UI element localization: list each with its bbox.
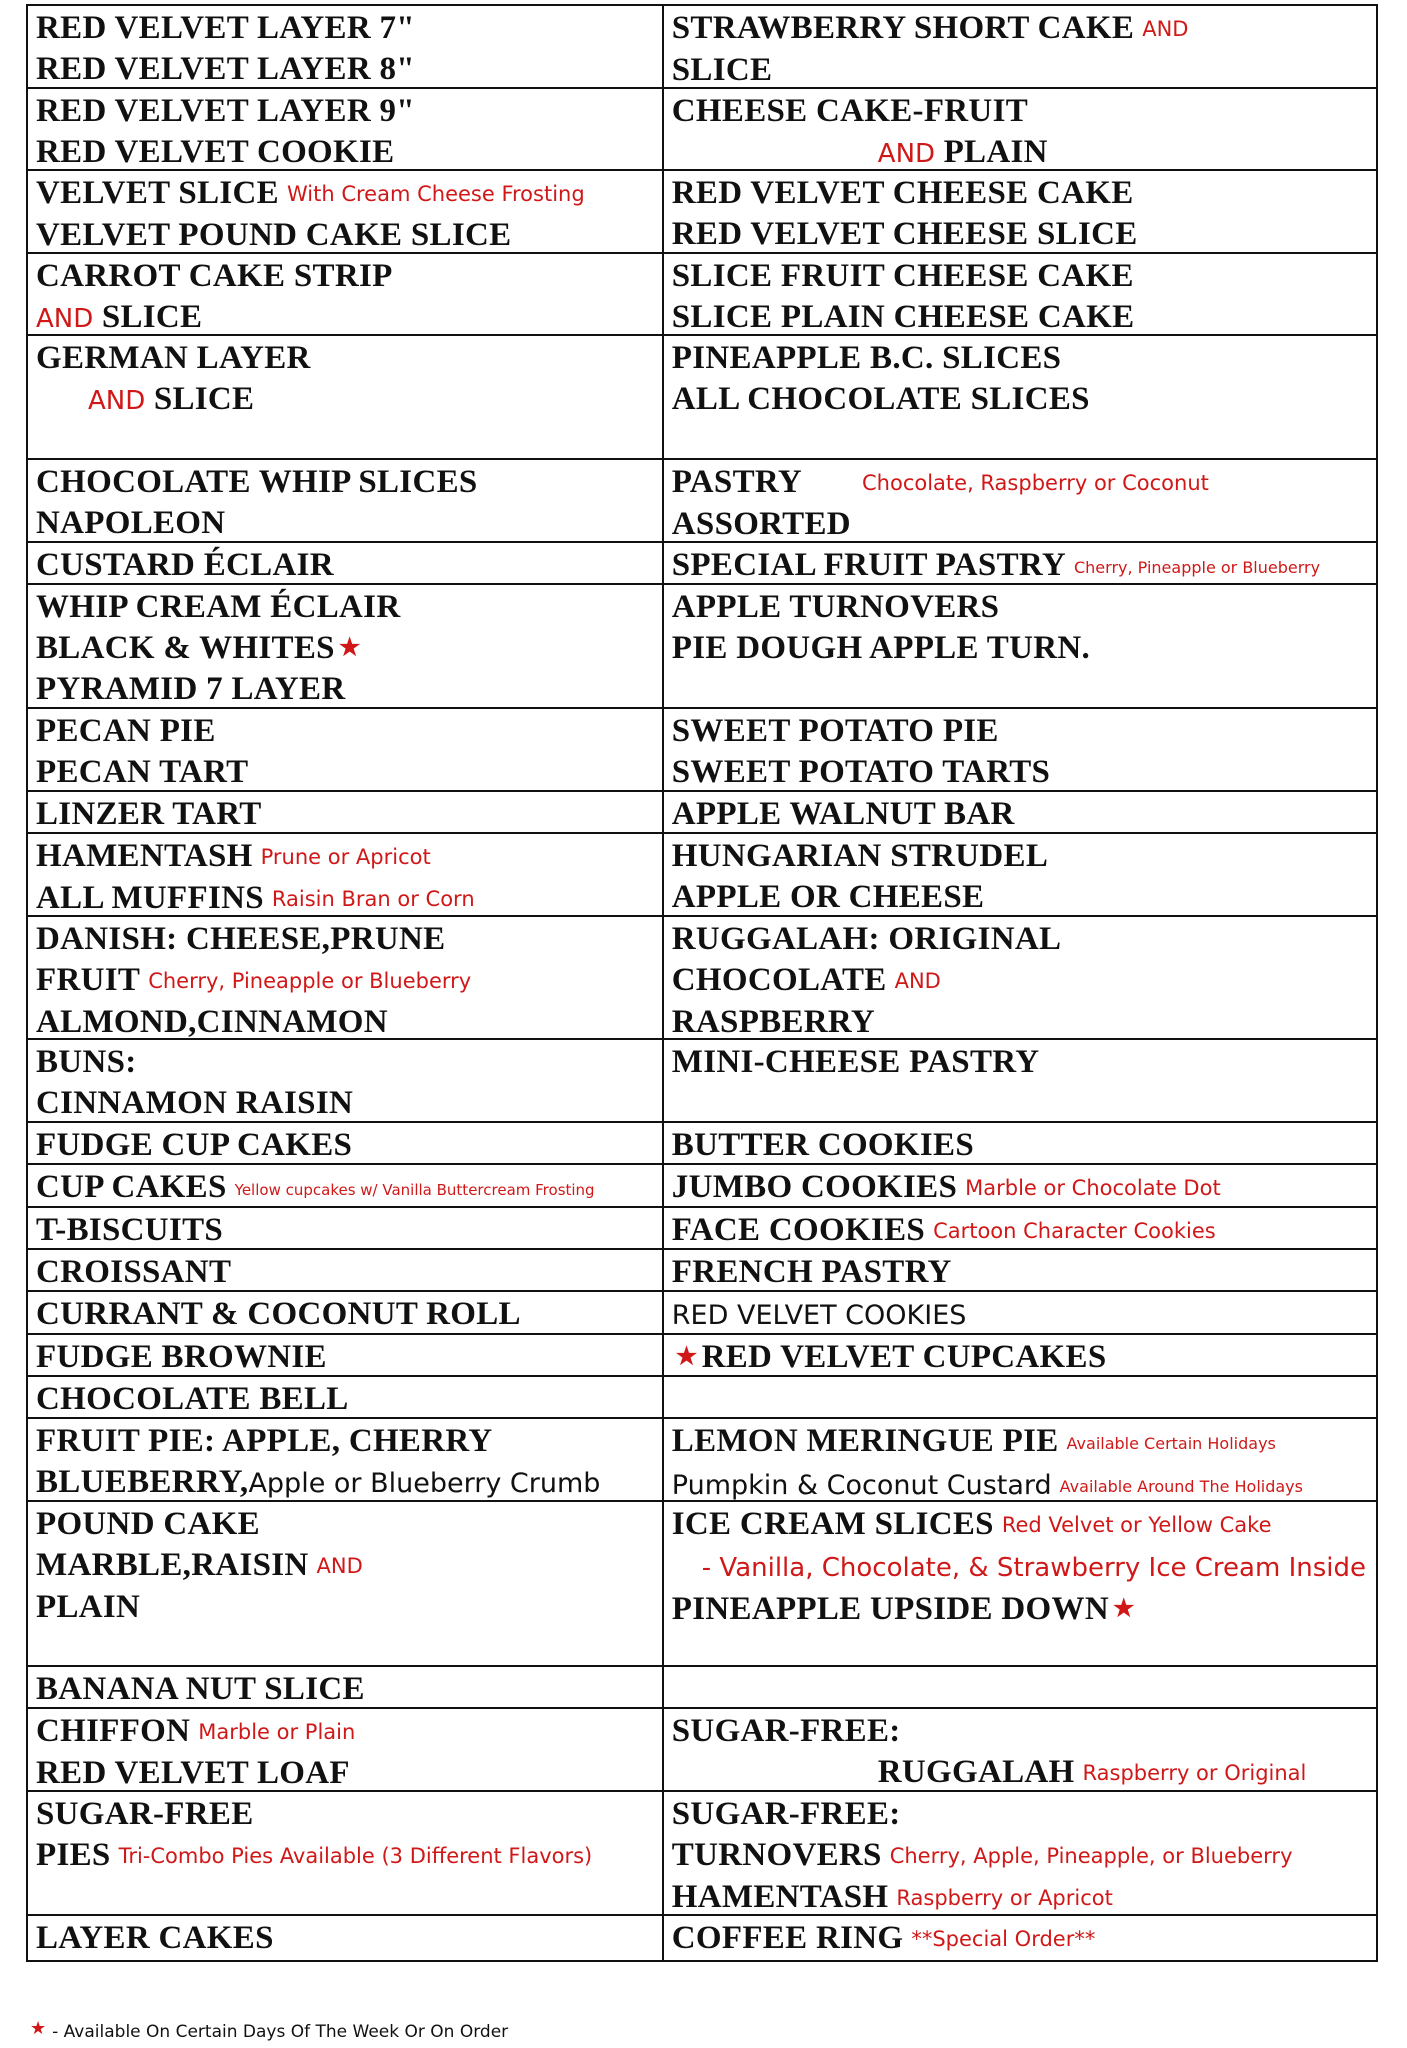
menu-item-name: ALL MUFFINS bbox=[36, 879, 264, 916]
menu-line bbox=[36, 215, 652, 254]
star-icon: ★ bbox=[1112, 1595, 1135, 1622]
menu-cell bbox=[28, 460, 662, 543]
menu-line bbox=[36, 1794, 652, 1835]
menu-item-name: NAPOLEON bbox=[36, 505, 226, 542]
item-note: Marble or Chocolate Dot bbox=[965, 1176, 1221, 1201]
menu-line bbox=[36, 256, 652, 297]
item-note: - Vanilla, Chocolate, & Strawberry Ice Cream Inside bbox=[701, 1552, 1366, 1583]
menu-line bbox=[672, 1711, 1366, 1752]
menu-cell bbox=[28, 709, 662, 792]
menu-cell bbox=[28, 1792, 662, 1916]
connector-note: AND bbox=[36, 303, 94, 334]
menu-line bbox=[672, 173, 1366, 214]
menu-item-name: WHIP CREAM ÉCLAIR bbox=[36, 589, 401, 626]
star-icon: ★ bbox=[675, 1343, 698, 1370]
menu-line bbox=[36, 1669, 652, 1709]
menu-item-name: SUGAR-FREE: bbox=[671, 1713, 901, 1750]
menu-cell bbox=[28, 1208, 662, 1250]
item-note: Red Velvet or Yellow Cake bbox=[1001, 1512, 1272, 1537]
menu-item-name: FRENCH PASTRY bbox=[671, 1253, 952, 1290]
menu-item-name: PIES bbox=[36, 1836, 111, 1873]
item-note: Tri-Combo Pies Available (3 Different Flavors) bbox=[118, 1843, 593, 1868]
menu-line bbox=[672, 504, 1366, 543]
menu-line bbox=[36, 1002, 652, 1041]
menu-line bbox=[36, 1753, 652, 1792]
menu-line bbox=[36, 960, 652, 1002]
menu-item-name: BLACK & WHITES bbox=[36, 630, 335, 667]
menu-item-name: CHOCOLATE WHIP SLICES bbox=[36, 464, 478, 501]
item-note: Chocolate, Raspberry or Coconut bbox=[862, 471, 1209, 496]
menu-cell bbox=[664, 1709, 1376, 1792]
item-note: AND bbox=[1142, 17, 1189, 41]
menu-line bbox=[672, 711, 1366, 752]
menu-item-name: SLICE bbox=[671, 52, 773, 88]
menu-cell bbox=[664, 1792, 1376, 1916]
menu-cell bbox=[28, 171, 662, 254]
menu-item-name: LAYER CAKES bbox=[36, 1919, 274, 1956]
menu-cell bbox=[28, 1419, 662, 1502]
menu-line bbox=[36, 1379, 652, 1419]
menu-item-name: GERMAN LAYER bbox=[36, 340, 311, 377]
connector-note: AND bbox=[877, 138, 936, 169]
menu-line bbox=[36, 91, 652, 132]
item-note: Prune or Apricot bbox=[260, 844, 431, 869]
menu-item-name: RED VELVET LOAF bbox=[36, 1755, 350, 1792]
menu-line bbox=[36, 462, 652, 503]
menu-item-name: ALL CHOCOLATE SLICES bbox=[671, 381, 1090, 418]
menu-item-name: HUNGARIAN STRUDEL bbox=[671, 837, 1049, 874]
menu-item-name: FRUIT bbox=[36, 961, 141, 998]
menu-item-name: PECAN PIE bbox=[36, 713, 216, 749]
menu-line bbox=[36, 1711, 652, 1753]
menu-line bbox=[672, 8, 1366, 50]
menu-cell bbox=[28, 585, 662, 709]
menu-line bbox=[36, 1252, 652, 1292]
menu-item-name: PIE DOUGH APPLE TURN. bbox=[671, 630, 1091, 667]
menu-item-name: PINEAPPLE B.C. SLICES bbox=[671, 340, 1062, 377]
menu-cell bbox=[664, 6, 1376, 89]
menu-item-name: MINI-CHEESE PASTRY bbox=[671, 1044, 1040, 1081]
menu-item-name: APPLE TURNOVERS bbox=[671, 589, 1000, 626]
menu-line bbox=[36, 379, 652, 422]
menu-item-name: MARBLE,RAISIN bbox=[36, 1546, 309, 1583]
menu-line bbox=[36, 794, 652, 834]
menu-item-name: CHEESE CAKE-FRUIT bbox=[671, 92, 1029, 129]
menu-item-name: VELVET POUND CAKE SLICE bbox=[36, 217, 512, 254]
menu-item-name: PLAIN bbox=[935, 133, 1048, 170]
menu-cell bbox=[28, 543, 662, 585]
item-note: Cartoon Character Cookies bbox=[933, 1218, 1216, 1243]
star-icon: ★ bbox=[30, 2018, 47, 2039]
menu-line bbox=[672, 256, 1366, 297]
menu-line bbox=[672, 1042, 1366, 1083]
menu-line bbox=[36, 297, 652, 337]
menu-line bbox=[36, 1167, 652, 1207]
item-note: Cherry, Pineapple or Blueberry bbox=[148, 968, 472, 993]
menu-item-name: COFFEE RING bbox=[671, 1919, 904, 1956]
menu-item-name: CROISSANT bbox=[36, 1253, 232, 1290]
item-note: Raisin Bran or Corn bbox=[271, 886, 475, 911]
menu-cell bbox=[28, 1292, 662, 1334]
menu-item-name: PLAIN bbox=[36, 1588, 141, 1625]
menu-line bbox=[36, 1210, 652, 1250]
star-icon: ★ bbox=[338, 635, 361, 662]
item-note: Cherry, Pineapple or Blueberry bbox=[1073, 557, 1321, 577]
menu-line bbox=[36, 173, 652, 215]
menu-line bbox=[672, 1337, 1366, 1377]
menu-line bbox=[36, 752, 652, 792]
menu-item-name: HAMENTASH bbox=[36, 837, 253, 874]
menu-item-name: SUGAR-FREE: bbox=[671, 1795, 901, 1832]
menu-line bbox=[36, 503, 652, 543]
menu-cell bbox=[664, 917, 1376, 1041]
menu-item-name: BUNS: bbox=[36, 1044, 137, 1081]
menu-item-name: ICE CREAM SLICES bbox=[671, 1505, 994, 1542]
menu-cell bbox=[28, 917, 662, 1041]
menu-item-name: CURRANT & COCONUT ROLL bbox=[36, 1296, 521, 1333]
item-note: AND bbox=[894, 968, 941, 993]
handwritten-item: RED VELVET COOKIES bbox=[671, 1300, 967, 1332]
menu-line bbox=[672, 960, 1366, 1002]
menu-item-name: PASTRY bbox=[671, 464, 802, 501]
menu-line bbox=[672, 1504, 1366, 1546]
menu-table bbox=[26, 4, 1378, 1962]
item-note: Raspberry or Original bbox=[1082, 1761, 1307, 1786]
menu-cell bbox=[664, 709, 1376, 792]
menu-cell bbox=[664, 336, 1376, 460]
menu-cell bbox=[664, 171, 1376, 254]
menu-line bbox=[36, 711, 652, 752]
menu-item-name: FUDGE CUP CAKES bbox=[36, 1126, 353, 1163]
menu-line bbox=[36, 919, 652, 960]
menu-line bbox=[672, 919, 1366, 960]
menu-line bbox=[36, 49, 652, 89]
menu-line bbox=[36, 836, 652, 878]
menu-cell bbox=[28, 1377, 662, 1419]
menu-item-name: CHOCOLATE bbox=[671, 961, 887, 998]
menu-item-name: RED VELVET LAYER 7" bbox=[36, 10, 415, 46]
handwritten-item: Pumpkin & Coconut Custard bbox=[671, 1470, 1052, 1502]
menu-cell bbox=[664, 834, 1376, 917]
menu-line bbox=[672, 338, 1366, 379]
menu-line bbox=[36, 1042, 652, 1083]
menu-item-name: CUSTARD ÉCLAIR bbox=[36, 546, 334, 583]
menu-column-right bbox=[664, 6, 1376, 1960]
menu-line bbox=[672, 1877, 1366, 1916]
menu-cell bbox=[664, 1377, 1376, 1419]
menu-item-name: CHIFFON bbox=[36, 1713, 191, 1750]
menu-item-name: CINNAMON RAISIN bbox=[36, 1085, 354, 1122]
menu-item-name: HAMENTASH bbox=[671, 1878, 889, 1915]
menu-item-name: POUND CAKE bbox=[36, 1505, 260, 1542]
menu-line bbox=[672, 1918, 1366, 1960]
menu-item-name: SWEET POTATO PIE bbox=[671, 713, 999, 749]
menu-line bbox=[36, 1462, 652, 1502]
menu-item-name: RED VELVET LAYER 9" bbox=[36, 92, 415, 129]
menu-line bbox=[36, 628, 652, 669]
menu-item-name: SLICE PLAIN CHEESE CAKE bbox=[671, 298, 1135, 335]
menu-line bbox=[672, 877, 1366, 917]
menu-item-name: RED VELVET CHEESE CAKE bbox=[671, 175, 1134, 212]
menu-line bbox=[672, 1167, 1366, 1207]
menu-item-name: FACE COOKIES bbox=[671, 1211, 926, 1248]
menu-cell bbox=[664, 1208, 1376, 1250]
menu-item-name: RUGGALAH bbox=[877, 1754, 1075, 1791]
menu-line bbox=[672, 1294, 1366, 1334]
menu-line bbox=[36, 878, 652, 917]
menu-line bbox=[672, 836, 1366, 877]
item-note: Cherry, Apple, Pineapple, or Blueberry bbox=[889, 1843, 1293, 1868]
menu-line bbox=[672, 628, 1366, 669]
menu-item-name: RED VELVET CHEESE SLICE bbox=[671, 216, 1138, 253]
menu-cell bbox=[28, 89, 662, 172]
menu-line bbox=[36, 1421, 652, 1462]
footnote-text: - Available On Certain Days Of The Week Or On Order bbox=[52, 2022, 509, 2042]
menu-item-name: RED VELVET LAYER 8" bbox=[36, 51, 415, 87]
menu-item-name: SPECIAL FRUIT PASTRY bbox=[671, 546, 1066, 583]
menu-line bbox=[36, 1083, 652, 1123]
menu-item-name: T-BISCUITS bbox=[36, 1211, 224, 1248]
menu-item-name: DANISH: CHEESE,PRUNE bbox=[36, 920, 446, 957]
menu-item-name: RUGGALAH: ORIGINAL bbox=[671, 920, 1062, 957]
menu-item-name: CUP CAKES bbox=[36, 1169, 227, 1206]
item-note: Marble or Plain bbox=[198, 1720, 356, 1745]
menu-cell bbox=[664, 1040, 1376, 1123]
menu-cell bbox=[664, 1667, 1376, 1709]
menu-item-name: BANANA NUT SLICE bbox=[36, 1670, 365, 1707]
menu-line bbox=[36, 669, 652, 709]
menu-item-name: ALMOND,CINNAMON bbox=[36, 1003, 388, 1040]
menu-line bbox=[36, 545, 652, 585]
menu-item-name: FUDGE BROWNIE bbox=[36, 1338, 327, 1375]
menu-item-name: BUTTER COOKIES bbox=[671, 1126, 974, 1163]
menu-cell bbox=[28, 1165, 662, 1207]
menu-line bbox=[36, 338, 652, 379]
menu-item-name: TURNOVERS bbox=[671, 1836, 882, 1873]
menu-line bbox=[672, 1421, 1366, 1464]
menu-line bbox=[672, 1125, 1366, 1165]
item-note: Yellow cupcakes w/ Vanilla Buttercream Frosting bbox=[234, 1181, 595, 1200]
menu-cell bbox=[664, 1165, 1376, 1207]
menu-item-name: ASSORTED bbox=[671, 506, 851, 543]
item-note: **Special Order** bbox=[911, 1926, 1096, 1951]
menu-line bbox=[672, 462, 1366, 504]
menu-item-name: SLICE bbox=[93, 298, 203, 335]
menu-item-name: VELVET SLICE bbox=[36, 175, 279, 212]
menu-item-name: RASPBERRY bbox=[671, 1003, 876, 1040]
item-note: AND bbox=[316, 1553, 363, 1578]
connector-note: AND bbox=[88, 386, 146, 417]
menu-line bbox=[36, 1835, 652, 1877]
menu-cell bbox=[664, 792, 1376, 834]
menu-line bbox=[672, 1794, 1366, 1835]
menu-line bbox=[672, 1835, 1366, 1877]
menu-item-name: PINEAPPLE UPSIDE DOWN bbox=[671, 1590, 1109, 1627]
menu-line bbox=[672, 545, 1366, 585]
menu-line bbox=[672, 379, 1366, 420]
menu-cell bbox=[664, 1292, 1376, 1334]
menu-cell bbox=[28, 1502, 662, 1667]
menu-cell bbox=[664, 1916, 1376, 1960]
menu-line bbox=[36, 1125, 652, 1165]
menu-item-name: SUGAR-FREE bbox=[36, 1795, 254, 1832]
menu-item-name: LINZER TART bbox=[36, 795, 262, 832]
menu-column-left bbox=[28, 6, 664, 1960]
menu-cell bbox=[664, 585, 1376, 709]
menu-cell bbox=[28, 6, 662, 89]
menu-cell bbox=[28, 1123, 662, 1165]
menu-cell bbox=[28, 1667, 662, 1709]
menu-cell bbox=[28, 1250, 662, 1292]
menu-item-name: SLICE FRUIT CHEESE CAKE bbox=[671, 257, 1134, 294]
menu-cell bbox=[28, 1040, 662, 1123]
menu-item-name: BLUEBERRY, bbox=[36, 1464, 249, 1501]
menu-line bbox=[36, 1918, 652, 1959]
menu-item-name: PECAN TART bbox=[36, 754, 249, 790]
item-note: Available Around The Holidays bbox=[1059, 1477, 1303, 1497]
footnote bbox=[30, 2018, 508, 2042]
menu-line bbox=[672, 91, 1366, 132]
menu-item-name: RED VELVET CUPCAKES bbox=[701, 1338, 1107, 1375]
item-note: Available Certain Holidays bbox=[1066, 1434, 1276, 1454]
menu-line bbox=[672, 794, 1366, 834]
menu-line bbox=[672, 1752, 1366, 1792]
menu-cell bbox=[664, 89, 1376, 172]
menu-cell bbox=[664, 254, 1376, 337]
menu-line bbox=[672, 214, 1366, 254]
menu-cell bbox=[664, 460, 1376, 543]
menu-line bbox=[672, 752, 1366, 792]
menu-cell bbox=[664, 1502, 1376, 1667]
menu-item-name: JUMBO COOKIES bbox=[671, 1169, 958, 1206]
menu-cell bbox=[28, 254, 662, 337]
item-note: Raspberry or Apricot bbox=[896, 1885, 1113, 1910]
menu-cell bbox=[664, 1335, 1376, 1377]
menu-cell bbox=[664, 543, 1376, 585]
menu-item-name: SLICE bbox=[145, 381, 255, 418]
menu-line bbox=[36, 587, 652, 628]
menu-line bbox=[672, 1546, 1366, 1589]
menu-line bbox=[36, 1545, 652, 1587]
menu-line bbox=[672, 1252, 1366, 1292]
menu-line bbox=[36, 1587, 652, 1628]
menu-item-name: LEMON MERINGUE PIE bbox=[671, 1423, 1059, 1460]
menu-line bbox=[672, 587, 1366, 628]
menu-line bbox=[36, 1504, 652, 1545]
menu-line bbox=[36, 1337, 652, 1377]
menu-item-name: CARROT CAKE STRIP bbox=[36, 257, 393, 294]
menu-line bbox=[672, 1464, 1366, 1502]
menu-item-name: CHOCOLATE BELL bbox=[36, 1380, 349, 1417]
item-note: With Cream Cheese Frosting bbox=[286, 182, 585, 207]
menu-cell bbox=[28, 1916, 662, 1960]
menu-line bbox=[672, 50, 1366, 89]
menu-item-name: STRAWBERRY SHORT CAKE bbox=[671, 10, 1135, 46]
menu-line bbox=[672, 1589, 1366, 1630]
menu-line bbox=[672, 132, 1366, 172]
menu-cell bbox=[28, 336, 662, 460]
menu-line bbox=[36, 8, 652, 49]
menu-line bbox=[672, 297, 1366, 337]
menu-item-name: RED VELVET COOKIE bbox=[36, 133, 395, 170]
menu-line bbox=[36, 132, 652, 172]
menu-line bbox=[672, 1002, 1366, 1041]
menu-item-name: SWEET POTATO TARTS bbox=[671, 754, 1051, 790]
menu-cell bbox=[664, 1123, 1376, 1165]
menu-cell bbox=[664, 1250, 1376, 1292]
menu-item-name: FRUIT PIE: APPLE, CHERRY bbox=[36, 1423, 493, 1460]
menu-item-name: APPLE WALNUT BAR bbox=[671, 795, 1015, 832]
menu-line bbox=[36, 1294, 652, 1334]
menu-cell bbox=[664, 1419, 1376, 1502]
menu-cell bbox=[28, 834, 662, 917]
menu-cell bbox=[28, 792, 662, 834]
menu-item-name: PYRAMID 7 LAYER bbox=[36, 671, 346, 708]
menu-cell bbox=[28, 1335, 662, 1377]
menu-line bbox=[672, 1210, 1366, 1250]
menu-item-name: APPLE OR CHEESE bbox=[671, 878, 985, 915]
menu-cell bbox=[28, 1709, 662, 1792]
handwritten-item: Apple or Blueberry Crumb bbox=[248, 1468, 601, 1500]
